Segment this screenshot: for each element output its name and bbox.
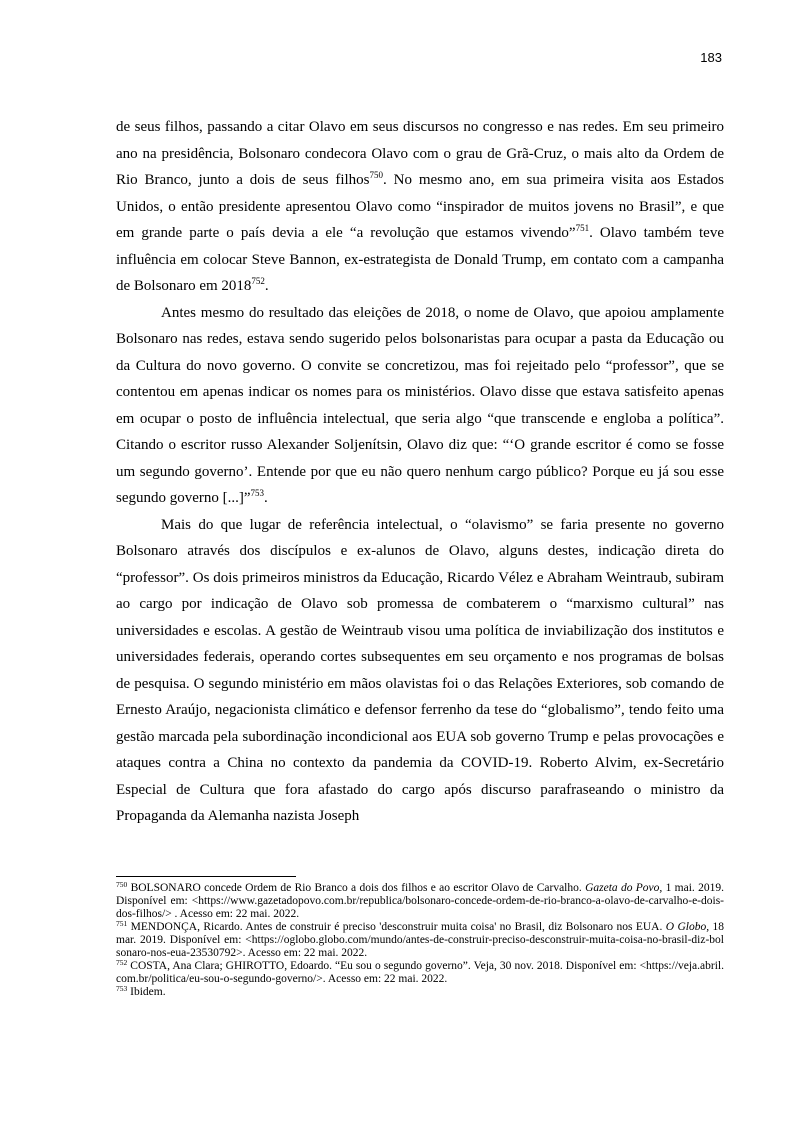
paragraph-text: .	[264, 278, 269, 294]
paragraph	[116, 300, 724, 512]
footnote-footnote-ref: 750	[116, 880, 128, 889]
footnote-italic-text: Gazeta do Povo,	[585, 882, 663, 894]
paragraph-text: .	[264, 490, 268, 506]
footnote-italic-text: O Globo,	[665, 921, 710, 933]
footnote	[116, 986, 724, 999]
paragraph-footnote-ref: 752	[251, 276, 265, 286]
footnote-text: 18 mar. 2019. Disponível em: <https://oglobo.globo.com/mundo/antes-de-construir-preciso-desconstruir-muita-coisa-no-brasil-diz-bolsonaro-nos-eua-23530792>. Acesso em: 22 mai. 2022.	[116, 921, 725, 959]
footnotes	[116, 882, 724, 999]
page-number: 183	[700, 50, 722, 65]
footnote-text: MENDONÇA, Ricardo. Antes de construir é preciso 'desconstruir muita coisa' no Brasil, diz Bolsonaro nos EUA.	[127, 921, 666, 933]
paragraph-text: Antes mesmo do resultado das eleições de 2018, o nome de Olavo, que apoiou amplamente Bolsonaro nas redes, estava sendo sugerido pelos bolsonaristas para ocupar a pasta da Educação ou da Cultura do novo governo. O convite se concretizou, mas foi rejeitado pelo “professor”, que se contentou em apenas indicar os nomes para os ministérios. Olavo disse que estava satisfeito apenas em ocupar o posto de influência intelectual, que seria algo “que transcende e engloba a política”. Citando o escritor russo Alexander Soljenítsin, Olavo diz que: “‘O grande escritor é como se fosse um segundo governo’. Entende por que eu não quero nenhum cargo público? Porque eu já sou esse segundo governo [...]”	[116, 304, 724, 506]
footnote	[116, 921, 724, 960]
footnote-footnote-ref: 753	[116, 984, 128, 993]
footnote	[116, 960, 724, 986]
paragraph-footnote-ref: 753	[250, 488, 265, 498]
paragraph	[116, 512, 724, 830]
footnote	[116, 882, 724, 921]
footnote-separator	[116, 876, 296, 877]
footnote-text: BOLSONARO concede Ordem de Rio Branco a dois dos filhos e ao escritor Olavo de Carvalho.	[127, 882, 586, 894]
paragraph-footnote-ref: 751	[575, 223, 590, 233]
footnote-text: Ibidem.	[127, 986, 166, 998]
footnote-footnote-ref: 751	[116, 919, 128, 928]
footnote-footnote-ref: 752	[116, 958, 128, 967]
paragraph	[116, 114, 724, 300]
footnote-text: 1 mai. 2019. Disponível em: <https://www.gazetadopovo.com.br/republica/bolsonaro-concede-ordem-de-rio-branco-a-olavo-de-carvalho-e-dois-dos-filhos/> . Acesso em: 22 mai. 2022.	[116, 882, 724, 920]
paragraph-text: . No mesmo ano, em sua primeira visita aos Estados Unidos, o então presidente apresentou Olavo como “inspirador de muitos jovens no Brasil”, e que em grande parte o país devia a ele “a revolução que estamos vivendo”	[116, 172, 724, 241]
body-text	[116, 114, 724, 830]
paragraph-text: Mais do que lugar de referência intelectual, o “olavismo” se faria presente no governo Bolsonaro através dos discípulos e ex-alunos de Olavo, alguns destes, indicação direta do “professor”. Os dois primeiros ministros da Educação, Ricardo Vélez e Abraham Weintraub, subiram ao cargo por indicação de Olavo sob promessa de combaterem o “marxismo cultural” nas universidades e escolas. A gestão de Weintraub visou uma política de inviabilização dos institutos e universidades federais, operando cortes subsequentes em seu orçamento e nos programas de bolsas de pesquisa. O segundo ministério em mãos olavistas foi o das Relações Exteriores, sob comando de Ernesto Araújo, negacionista climático e defensor ferrenho da tese do “globalismo”, tendo feito uma gestão marcada pela subordinação incondicional aos EUA sob governo Trump e pelas provocações e ataques contra a China no contexto da pandemia da COVID-19. Roberto Alvim, ex-Secretário Especial de Cultura que fora afastado do cargo após discurso parafraseando o ministro da Propaganda da Alemanha nazista Joseph	[116, 516, 724, 824]
paragraph-text: . Olavo também teve influência em colocar Steve Bannon, ex-estrategista de Donald Trump, em contato com a campanha de Bolsonaro em 2018	[116, 225, 724, 294]
paragraph-text: de seus filhos, passando a citar Olavo em seus discursos no congresso e nas redes. Em seu primeiro ano na presidência, Bolsonaro condecora Olavo com o grau de Grã-Cruz, o mais alto da Ordem de Rio Branco, junto a dois de seus filhos	[116, 119, 724, 188]
paragraph-footnote-ref: 750	[369, 170, 384, 180]
footnote-text: COSTA, Ana Clara; GHIROTTO, Edoardo. “Eu sou o segundo governo”. Veja, 30 nov. 2018. Disponível em: <https://veja.abril.com.br/politica/eu-sou-o-segundo-governo/>. Acesso em: 22 mai. 2022.	[116, 960, 724, 985]
